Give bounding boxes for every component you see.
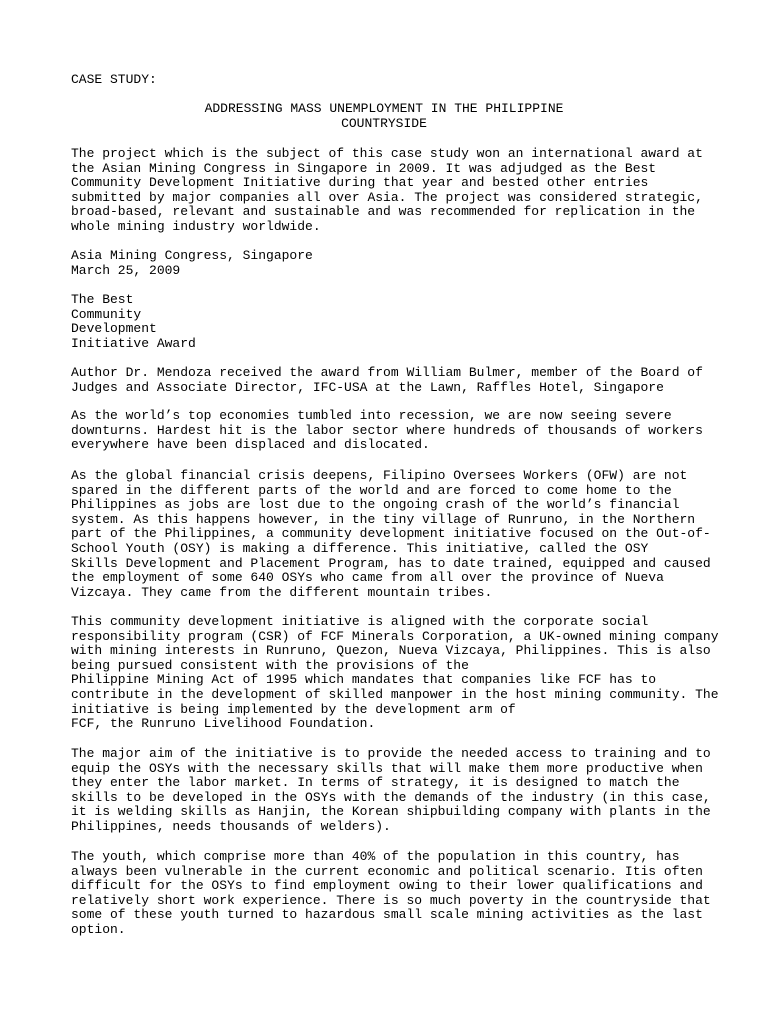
paragraph-recession [71, 409, 703, 453]
text-line: FCF, the Runruno Livelihood Foundation. [71, 716, 376, 732]
paragraph-financial-crisis [71, 469, 711, 600]
text-line: system. As this happens however, in the tiny village of Runruno, in the Northern [71, 511, 696, 527]
text-line: Community [71, 306, 142, 322]
text-line: being pursued consistent with the provisions of the [71, 657, 469, 673]
text-line: The major aim of the initiative is to provide the needed access to training and to [71, 746, 711, 761]
text-line: difficult for the OSYs to find employment owing to their lower qualifications and [71, 878, 703, 894]
text-line: The project which is the subject of this case study won an international award at [71, 146, 703, 161]
text-line: Vizcaya. They came from the different mountain tribes. [71, 584, 493, 600]
text-line: relatively short work experience. There is so much poverty in the countryside that [71, 892, 711, 908]
text-line: it is welding skills as Hanjin, the Korean shipbuilding company with plants in the [71, 804, 711, 820]
text-line: Judges and Associate Director, IFC-USA at the Lawn, Raffles Hotel, Singapore [71, 379, 664, 395]
text-line: option. [71, 921, 126, 937]
paragraph-award-name [71, 293, 196, 351]
text-line: The Best [71, 292, 134, 307]
text-line: equip the OSYs with the necessary skills that will make them more productive when [71, 760, 703, 776]
text-line: Author Dr. Mendoza received the award from William Bulmer, member of the Board of [71, 365, 703, 380]
text-line: Philippine Mining Act of 1995 which mandates that companies like FCF has to [71, 672, 657, 688]
paragraph-csr-alignment [71, 615, 719, 732]
paragraph-award-summary [71, 147, 703, 235]
text-line: Asia Mining Congress, Singapore [71, 248, 313, 263]
text-line: with mining interests in Runruno, Quezon, Nueva Vizcaya, Philippines. This is also [71, 643, 711, 659]
text-line: some of these youth turned to hazardous small scale mining activities as the last [71, 907, 703, 923]
text-line: part of the Philippines, a community development initiative focused on the Out-of- [71, 526, 711, 542]
text-line: Community Development Initiative during that year and bested other entries [71, 175, 649, 191]
title-line: ADDRESSING MASS UNEMPLOYMENT IN THE PHILIPPINE [204, 101, 564, 116]
paragraph-award-caption [71, 366, 703, 395]
text-line: The youth, which comprise more than 40% of the population in this country, has [71, 849, 680, 864]
text-line: they enter the labor market. In terms of strategy, it is designed to match the [71, 775, 680, 791]
text-line: CASE STUDY: [71, 72, 157, 87]
text-line: the employment of some 640 OSYs who came from all over the province of Nueva [71, 570, 664, 586]
text-line: School Youth (OSY) is making a difference. This initiative, called the OSY [71, 540, 649, 556]
text-line: responsibility program (CSR) of FCF Minerals Corporation, a UK-owned mining company [71, 628, 719, 644]
text-line: skills to be developed in the OSYs with the demands of the industry (in this case, [71, 789, 711, 805]
paragraph-venue-date [71, 249, 313, 278]
paragraph-major-aim [71, 747, 711, 835]
text-line: Skills Development and Placement Program, has to date trained, equipped and caused [71, 555, 711, 571]
text-line: downturns. Hardest hit is the labor sector where hundreds of thousands of workers [71, 422, 703, 438]
text-line: As the world’s top economies tumbled into recession, we are now seeing severe [71, 408, 672, 423]
text-line: broad-based, relevant and sustainable and was recommended for replication in the [71, 204, 696, 220]
text-line: Initiative Award [71, 335, 196, 351]
text-line: always been vulnerable in the current economic and political scenario. Itis often [71, 863, 703, 879]
paragraph-youth [71, 850, 711, 938]
text-line: the Asian Mining Congress in Singapore in 2009. It was adjudged as the Best [71, 160, 657, 176]
text-line: submitted by major companies all over Asia. The project was considered strategic, [71, 189, 703, 205]
text-line: everywhere have been displaced and dislocated. [71, 437, 430, 453]
text-line: spared in the different parts of the world and are forced to come home to the [71, 482, 672, 498]
text-line: Philippines, needs thousands of welders). [71, 818, 391, 834]
text-line: As the global financial crisis deepens, Filipino Oversees Workers (OFW) are not [71, 468, 688, 483]
case-study-label [71, 73, 157, 88]
text-line: Philippines as jobs are lost due to the ongoing crash of the world’s financial [71, 497, 680, 513]
text-line: initiative is being implemented by the development arm of [71, 701, 516, 717]
text-line: Development [71, 321, 157, 337]
text-line: contribute in the development of skilled manpower in the host mining community. The [71, 686, 719, 702]
title-line: COUNTRYSIDE [341, 115, 427, 131]
document-title [71, 102, 697, 131]
text-line: whole mining industry worldwide. [71, 218, 321, 234]
text-line: March 25, 2009 [71, 262, 181, 278]
text-line: This community development initiative is aligned with the corporate social [71, 614, 649, 629]
